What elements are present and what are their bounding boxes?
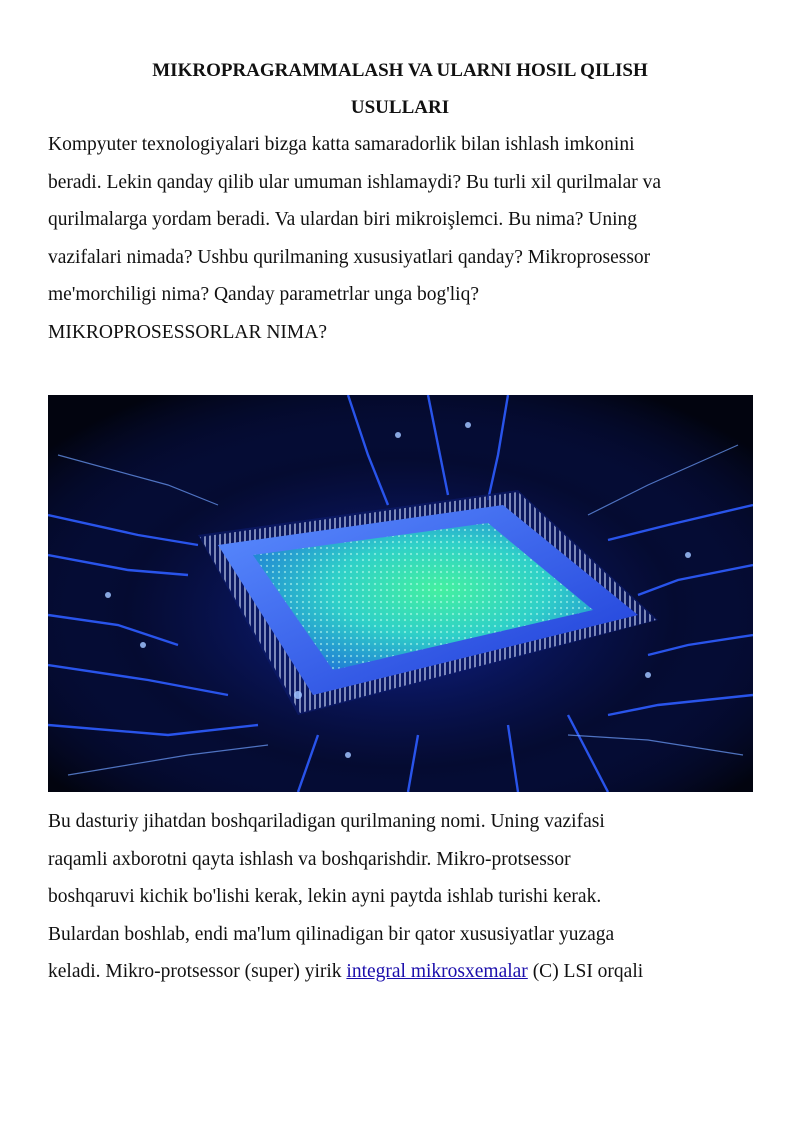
- page-title: [48, 52, 752, 126]
- line-text-after: (C) LSI orqali: [527, 961, 644, 982]
- text-line: Bulardan boshlab, endi ma'lum qilinadigan bir qator xususiyatlar yuzaga: [48, 923, 615, 945]
- text-line: me'morchiligi nima? Qanday parametrlar unga bog'liq?: [48, 284, 479, 305]
- section-heading: MIKROPROSESSORLAR NIMA?: [48, 321, 327, 343]
- text-line: beradi. Lekin qanday qilib ular umuman ishlamaydi? Bu turli xil qurilmalar va: [48, 171, 662, 193]
- text-line: Kompyuter texnologiyalari bizga katta samaradorlik bilan ishlash imkonini: [48, 134, 635, 155]
- text-line: vazifalari nimada? Ushbu qurilmaning xususiyatlari qanday? Mikroprosessor: [48, 246, 651, 268]
- text-line: qurilmalarga yordam beradi. Va ulardan biri mikroişlemci. Bu nima? Uning: [48, 209, 638, 230]
- intro-paragraph: [48, 126, 752, 351]
- title-line-2: USULLARI: [350, 97, 450, 118]
- text-line: raqamli axborotni qayta ishlash va boshqarishdir. Mikro-protsessor: [48, 848, 571, 870]
- text-line: boshqaruvi kichik bo'lishi kerak, lekin ayni paytda ishlab turishi kerak.: [48, 886, 602, 907]
- microprocessor-image: [48, 395, 753, 792]
- body-paragraph: [48, 803, 752, 991]
- line-text-before: keladi. Mikro-protsessor (super) yirik: [48, 961, 347, 982]
- text-line-with-link: [48, 953, 752, 991]
- chip-illustration: [48, 395, 753, 792]
- text-line: Bu dasturiy jihatdan boshqariladigan qurilmaning nomi. Uning vazifasi: [48, 811, 605, 832]
- integral-circuits-link[interactable]: integral mikrosxemalar: [346, 961, 528, 982]
- title-line-1: MIKROPRAGRAMMALASH VA ULARNI HOSIL QILISH: [152, 60, 648, 81]
